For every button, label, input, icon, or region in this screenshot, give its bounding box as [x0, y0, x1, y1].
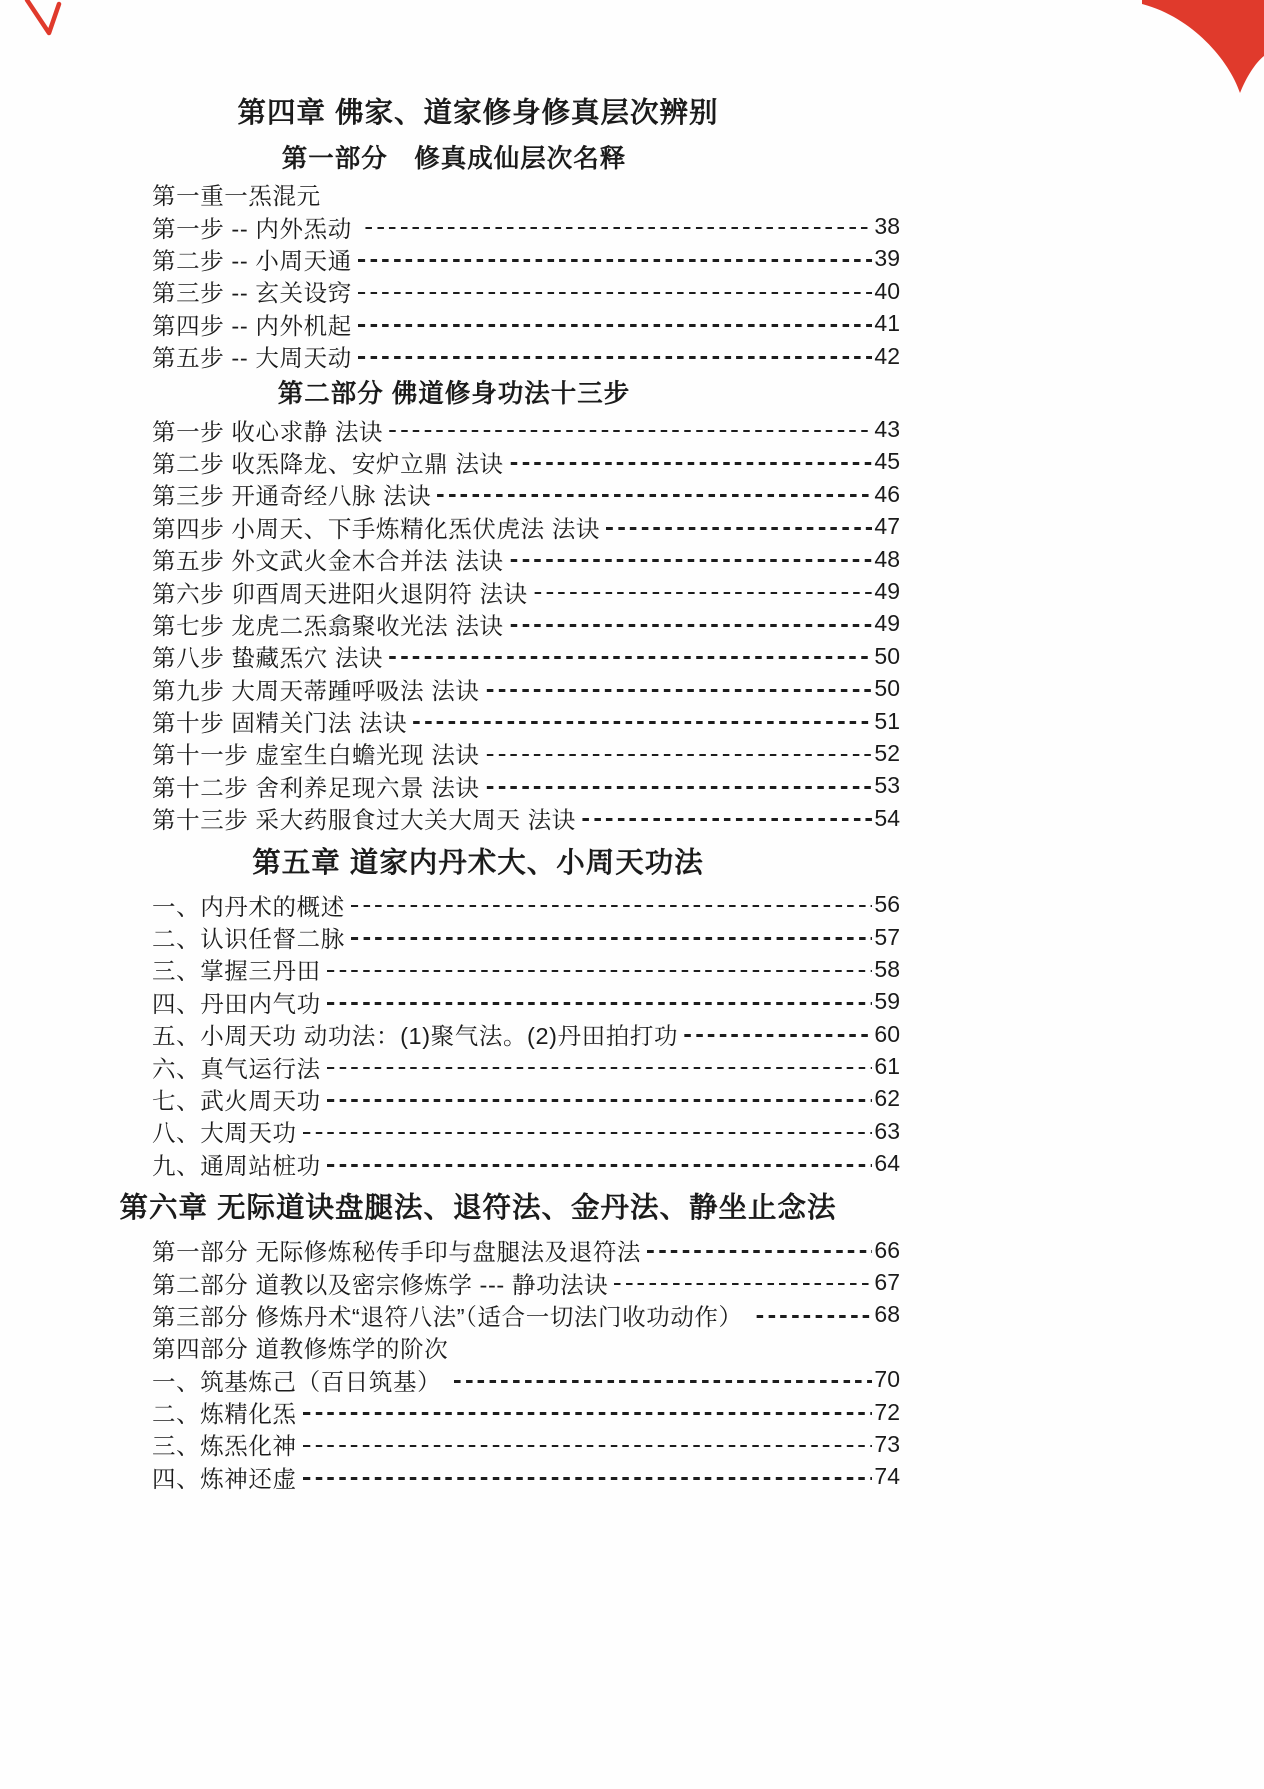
toc-entry-page-number: 59: [874, 988, 900, 1015]
toc-entry: [152, 1266, 900, 1298]
toc-entry: [152, 1115, 900, 1147]
toc-entry-page-number: 57: [874, 923, 900, 950]
dotted-leader: [358, 292, 873, 295]
toc-entry-label: 第三步 -- 玄关设窍: [152, 280, 352, 307]
toc-entry-label: 一、筑基炼己（百日筑基）: [152, 1368, 449, 1395]
toc-entry-page-number: 60: [874, 1020, 900, 1047]
toc-entry-label: 第四步 小周天、下手炼精化炁伏虎法 法诀: [152, 515, 601, 542]
toc-entry-label: 四、丹田内气功: [152, 990, 321, 1017]
dotted-leader: [389, 430, 872, 433]
toc-entry: [152, 1364, 900, 1396]
toc-entry: [152, 1018, 900, 1050]
toc-entry: [152, 737, 900, 769]
toc-entry-page-number: 43: [874, 416, 900, 443]
toc-entry: [152, 275, 900, 307]
toc-entry-page-number: 38: [874, 213, 900, 240]
toc-entry-label: 第十二步 舍利养足现六景 法诀: [152, 774, 480, 801]
toc-entry: [152, 243, 900, 275]
toc-entry-page-number: 49: [874, 577, 900, 604]
toc-entry-page-number: 68: [874, 1301, 900, 1328]
toc-entry: [152, 608, 900, 640]
toc-entry-page-number: 72: [874, 1398, 900, 1425]
dotted-leader: [327, 970, 873, 973]
toc-entry: [152, 921, 900, 953]
toc-entry-page-number: 40: [874, 277, 900, 304]
toc-entry: [152, 1461, 900, 1493]
section-heading-text: 第一部分 修真成仙层次名释: [281, 144, 627, 173]
toc-entry: [152, 308, 900, 340]
dotted-leader: [486, 689, 873, 692]
chapter-heading: [104, 1184, 852, 1228]
red-pen-stroke: [27, 0, 59, 33]
dotted-leader: [510, 462, 873, 465]
toc-plain-line: [152, 178, 900, 210]
dotted-leader: [358, 324, 873, 327]
toc-entry: [152, 640, 900, 672]
toc-entry-label: 第九步 大周天蒂踵呼吸法 法诀: [152, 677, 480, 704]
toc-entry-page-number: 54: [874, 804, 900, 831]
toc-entry-label: 第二步 -- 小周天通: [152, 247, 352, 274]
toc-plain-line-text: 第一重一炁混元: [152, 183, 321, 210]
dotted-leader: [389, 656, 872, 659]
dotted-leader: [365, 227, 872, 230]
toc-entry: [152, 446, 900, 478]
toc-entry-label: 二、认识任督二脉: [152, 926, 345, 953]
dotted-leader: [303, 1445, 873, 1448]
toc-entry-label: 第五步 外文武火金木合并法 法诀: [152, 548, 504, 575]
toc-entry-page-number: 50: [874, 642, 900, 669]
dotted-leader: [510, 624, 873, 627]
toc-entry-label: 第一部分 无际修炼秘传手印与盘腿法及退符法: [152, 1239, 642, 1266]
dotted-leader: [756, 1315, 873, 1318]
dotted-leader: [351, 905, 873, 908]
toc-entry-label: 第十步 固精关门法 法诀: [152, 710, 408, 737]
dotted-leader: [303, 1412, 873, 1415]
toc-entry-label: 二、炼精化炁: [152, 1401, 297, 1428]
toc-entry: [152, 478, 900, 510]
toc-entry-page-number: 74: [874, 1463, 900, 1490]
toc-entry-page-number: 39: [874, 245, 900, 272]
toc-entry-label: 一、内丹术的概述: [152, 893, 345, 920]
toc-entry-label: 第十一步 虚室生白蟾光现 法诀: [152, 742, 480, 769]
toc-entry-page-number: 61: [874, 1053, 900, 1080]
dotted-leader: [327, 1164, 873, 1167]
toc-entry-label: 三、掌握三丹田: [152, 958, 321, 985]
toc-entry-label: 第一步 收心求静 法诀: [152, 418, 384, 445]
toc-entry: [152, 953, 900, 985]
toc-entry: [152, 1148, 900, 1180]
toc-entry-page-number: 67: [874, 1269, 900, 1296]
section-heading: [80, 373, 828, 410]
dotted-leader: [486, 786, 873, 789]
toc-entry-label: 第三部分 修炼丹术“退符八法”（适合一切法门收功动作）: [152, 1303, 750, 1330]
toc-entry-page-number: 47: [874, 513, 900, 540]
toc-entry-page-number: 50: [874, 675, 900, 702]
dotted-leader: [437, 494, 872, 497]
toc-entry: [152, 210, 900, 242]
toc-entry-page-number: 56: [874, 891, 900, 918]
toc-entry-page-number: 48: [874, 545, 900, 572]
toc-entry: [152, 575, 900, 607]
dotted-leader: [327, 1099, 873, 1102]
toc-entry-label: 第十三步 采大药服食过大关大周天 法诀: [152, 807, 576, 834]
toc-entry-page-number: 52: [874, 739, 900, 766]
chapter-heading: [104, 838, 852, 882]
toc-entry-label: 八、大周天功: [152, 1120, 297, 1147]
toc-entry-page-number: 66: [874, 1236, 900, 1263]
dotted-leader: [534, 592, 873, 595]
dotted-leader: [303, 1132, 873, 1135]
dotted-leader: [582, 818, 872, 821]
dotted-leader: [647, 1250, 872, 1253]
toc-entry-label: 五、小周天功 动功法：(1)聚气法。(2)丹田拍打功: [152, 1023, 679, 1050]
toc-entry: [152, 705, 900, 737]
toc-entry: [152, 1083, 900, 1115]
dotted-leader: [606, 527, 872, 530]
chapter-heading: [104, 88, 852, 132]
toc-entry-page-number: 53: [874, 772, 900, 799]
dotted-leader: [358, 259, 873, 262]
toc-entry-page-number: 58: [874, 955, 900, 982]
dotted-leader: [327, 1067, 873, 1070]
dotted-leader: [303, 1477, 873, 1480]
toc-entry-label: 六、真气运行法: [152, 1055, 321, 1082]
section-heading: [80, 138, 828, 175]
dotted-leader: [327, 1002, 873, 1005]
toc-entry: [152, 888, 900, 920]
table-of-contents: [119, 84, 900, 1493]
toc-entry-label: 第八步 蛰藏炁穴 法诀: [152, 645, 384, 672]
dotted-leader: [358, 356, 873, 359]
red-pen-mark-top-left: [22, 0, 92, 40]
chapter-heading-text: 第六章 无际道诀盘腿法、退符法、金丹法、静坐止念法: [119, 1192, 837, 1225]
toc-entry-label: 四、炼神还虚: [152, 1465, 297, 1492]
toc-entry: [152, 543, 900, 575]
toc-entry-label: 七、武火周天功: [152, 1087, 321, 1114]
toc-entry: [152, 1396, 900, 1428]
toc-entry: [152, 672, 900, 704]
toc-entry-page-number: 63: [874, 1117, 900, 1144]
toc-entry-page-number: 62: [874, 1085, 900, 1112]
red-pen-mark-top-right: [1142, 0, 1264, 100]
dotted-leader: [510, 559, 873, 562]
dotted-leader: [413, 721, 872, 724]
toc-entry-label: 三、炼炁化神: [152, 1433, 297, 1460]
toc-entry-label: 第六步 卯酉周天进阳火退阴符 法诀: [152, 580, 528, 607]
toc-entry-page-number: 46: [874, 480, 900, 507]
toc-entry-page-number: 51: [874, 707, 900, 734]
toc-entry-label: 第二步 收炁降龙、安炉立鼎 法诀: [152, 450, 504, 477]
toc-entry-page-number: 45: [874, 448, 900, 475]
chapter-heading-text: 第四章 佛家、道家修身修真层次辨别: [237, 96, 719, 129]
toc-entry: [152, 1428, 900, 1460]
section-heading-text: 第二部分 佛道修身功法十三步: [277, 379, 631, 408]
toc-entry-label: 第五步 -- 大周天动: [152, 345, 352, 372]
red-pen-blot: [1142, 0, 1264, 93]
toc-entry-page-number: 70: [874, 1366, 900, 1393]
toc-entry-label: 第四步 -- 内外机起: [152, 312, 352, 339]
toc-entry: [152, 986, 900, 1018]
toc-entry-page-number: 41: [874, 310, 900, 337]
toc-entry: [152, 1299, 900, 1331]
toc-entry-label: 第二部分 道教以及密宗修炼学 --- 静功法诀: [152, 1271, 609, 1298]
toc-entry: [152, 413, 900, 445]
toc-entry: [152, 1050, 900, 1082]
toc-entry-label: 第三步 开通奇经八脉 法诀: [152, 483, 432, 510]
toc-entry: [152, 1234, 900, 1266]
toc-entry: [152, 770, 900, 802]
toc-entry-page-number: 42: [874, 342, 900, 369]
toc-entry-label: 九、通周站桩功: [152, 1152, 321, 1179]
toc-entry-page-number: 73: [874, 1430, 900, 1457]
toc-plain-line-text: 第四部分 道教修炼学的阶次: [152, 1336, 449, 1363]
toc-entry-label: 第七步 龙虎二炁翕聚收光法 法诀: [152, 612, 504, 639]
dotted-leader: [351, 937, 873, 940]
toc-entry-page-number: 64: [874, 1150, 900, 1177]
toc-entry: [152, 802, 900, 834]
dotted-leader: [486, 754, 873, 757]
dotted-leader: [684, 1034, 872, 1037]
toc-entry-label: 第一步 -- 内外炁动: [152, 215, 359, 242]
toc-entry-page-number: 49: [874, 610, 900, 637]
dotted-leader: [454, 1380, 872, 1383]
chapter-heading-text: 第五章 道家内丹术大、小周天功法: [252, 846, 704, 879]
dotted-leader: [614, 1283, 872, 1286]
toc-entry: [152, 340, 900, 372]
toc-plain-line: [152, 1331, 900, 1363]
toc-entry: [152, 511, 900, 543]
